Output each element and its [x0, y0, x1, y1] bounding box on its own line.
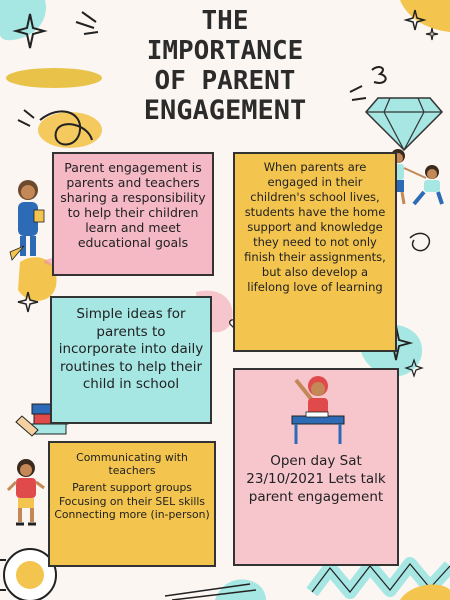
title-line-4: ENGAGEMENT	[143, 95, 307, 126]
definition-card	[52, 152, 214, 276]
child-reading-illustration	[4, 176, 52, 266]
title-line-3: OF PARENT	[154, 66, 296, 96]
benefits-text: When parents are engaged in their children's school lives, students have the home support and knowledge they need to not only finish their assignments, but also develop a lifelong love of learning	[244, 160, 386, 294]
definition-text: Parent engagement is parents and teachers sharing a responsibility to help their children learn and meet educational goals	[60, 160, 206, 250]
event-text: Open day Sat 23/10/2021 Lets talk parent engagement	[246, 453, 386, 505]
ideas-text: Simple ideas for parents to incorporate into daily routines to help their child in school	[58, 306, 204, 392]
list-item: Connecting more (in-person)	[54, 507, 210, 521]
list-item: Communicating with teachers	[76, 451, 188, 478]
benefits-card	[233, 152, 397, 352]
teal-blob-bottom	[215, 579, 266, 600]
child-at-desk-illustration	[282, 372, 354, 448]
ideas-list-card	[48, 441, 216, 567]
title-line-2: IMPORTANCE	[146, 36, 304, 66]
child-illustration	[6, 456, 46, 528]
title-line-1: THE	[201, 6, 249, 36]
squiggle-icon	[410, 233, 429, 250]
list-item: Focusing on their SEL skills	[58, 494, 206, 508]
page-title	[0, 6, 450, 126]
yellow-blob-bottom-right	[400, 585, 450, 600]
ideas-card	[50, 296, 212, 424]
list-item: Parent support groups	[72, 481, 192, 495]
